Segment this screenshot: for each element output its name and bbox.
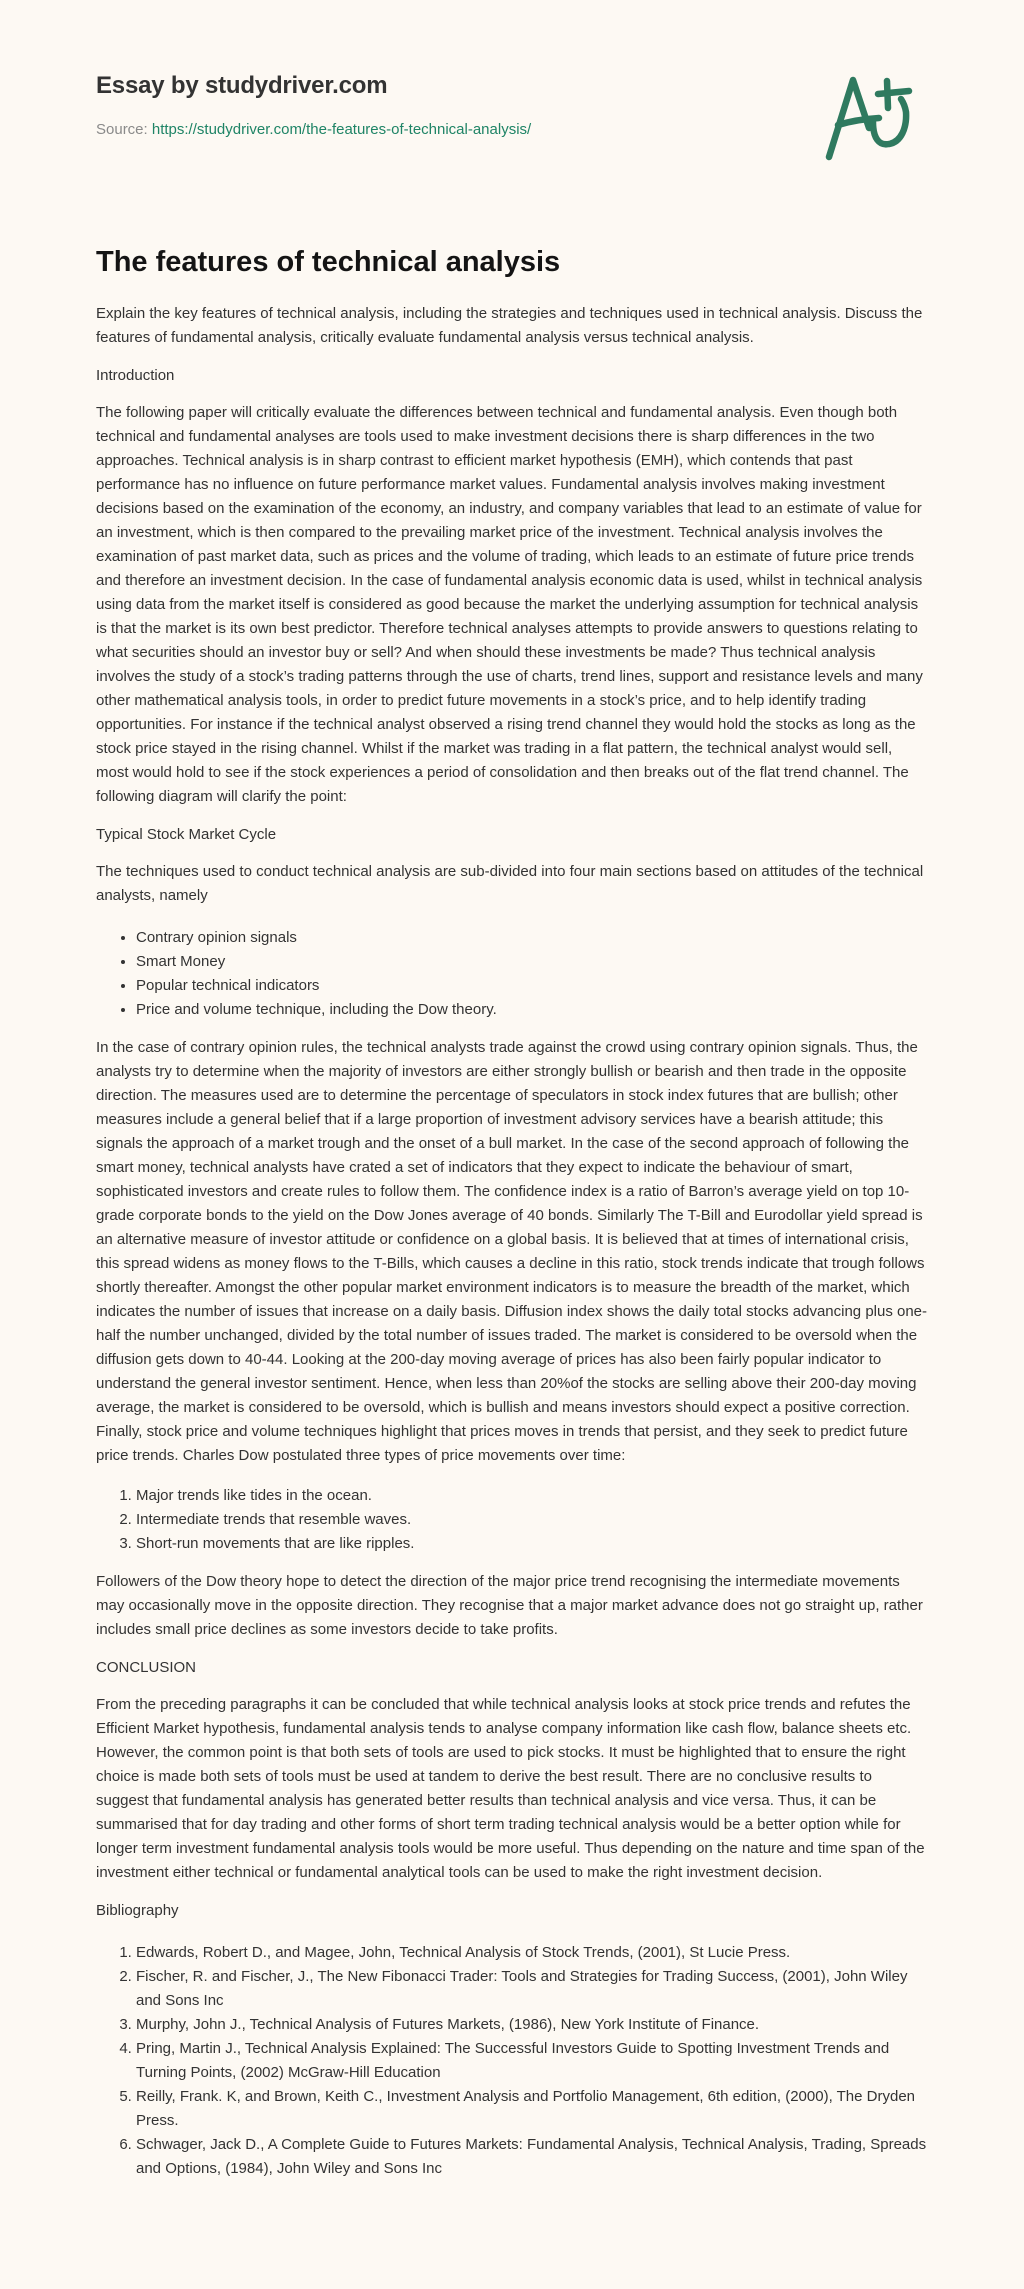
essay-title: The features of technical analysis <box>96 246 561 278</box>
list-item: 2. Intermediate trends that resemble waves. <box>136 1508 928 1532</box>
dow-followers-paragraph: Followers of the Dow theory hope to detect the direction of the major price trend recognising the intermediate movements may occasionally move in the opposite direction. They recognise that a major market advance does not go straight up, rather includes small price declines as some investors decide to take profits. <box>96 1573 923 1638</box>
source-link[interactable]: https://studydriver.com/the-features-of-technical-analysis/ <box>151 121 532 138</box>
bibliography-item: 1. Edwards, Robert D., and Magee, John, Technical Analysis of Stock Trends, (2001), St Lucie Press. <box>136 1941 928 1965</box>
introduction-heading: Introduction <box>96 367 175 384</box>
list-item: • Popular technical indicators <box>136 974 928 998</box>
dow-movements-list <box>96 1484 928 1556</box>
list-item: • Contrary opinion signals <box>136 926 928 950</box>
stock-market-cycle-heading: Typical Stock Market Cycle <box>96 826 277 843</box>
conclusion-heading: CONCLUSION <box>96 1659 197 1676</box>
introduction-paragraph: The following paper will critically evaluate the differences between technical and fundamental analysis. Even though both technical and fundamental analyses are tools used to make investment decisions there is sharp differences in the two approaches. Technical analysis is in sharp contrast to efficient market hypothesis (EMH), which contends that past performance has no influence on future performance market values. Fundamental analysis involves making investment decisions based on the examination of the economy, an industry, and company variables that lead to an estimate of value for an investment, which is then compared to the prevailing market price of the investment. Technical analysis involves the examination of past market data, such as prices and the volume of trading, which leads to an estimate of future price trends and therefore an investment decision. In the case of fundamental analysis economic data is used, whilst in technical analysis using data from the market itself is considered as good because the market the underlying assumption for technical analysis is that the market is its own best predictor. Therefore technical analyses attempts to provide answers to questions relating to what securities should an investor buy or sell? And when should these investments be made? Thus technical analysis involves the study of a stock’s trading patterns through the use of charts, trend lines, support and resistance levels and many other mathematical analysis tools, in order to predict future movements in a stock’s price, and to help identify trading opportunities. For instance if the technical analyst observed a rising trend channel they would hold the stocks as long as the stock price stayed in the rising channel. Whilst if the market was trading in a flat pattern, the technical analyst would sell, most would hold to see if the stock experiences a period of consolidation and then breaks out of the flat trend channel. The following diagram will clarify the point: <box>96 404 923 805</box>
body-paragraph: In the case of contrary opinion rules, the technical analysts trade against the crowd using contrary opinion signals. Thus, the analysts try to determine when the majority of investors are either strongly bullish or bearish and then trade in the opposite direction. The measures used are to determine the percentage of speculators in stock index futures that are bullish; other measures include a general belief that if a large proportion of investment advisory services have a bearish attitude; this signals the approach of a market trough and the onset of a bull market. In the case of the second approach of following the smart money, technical analysts have crated a set of indicators that they expect to indicate the behaviour of smart, sophisticated investors and create rules to follow them. The confidence index is a ratio of Barron’s average yield on top 10-grade corporate bonds to the yield on the Dow Jones average of 40 bonds. Similarly The T-Bill and Eurodollar yield spread is an alternative measure of investor attitude or confidence on a global basis. It is believed that at times of international crisis, this spread widens as money flows to the T-Bills, which causes a decline in this ratio, stock trends indicate that trough follows shortly thereafter. Amongst the other popular market environment indicators is to measure the breadth of the market, which indicates the number of issues that increase on a daily basis. Diffusion index shows the daily total stocks advancing plus one-half the number unchanged, divided by the total number of issues traded. The market is considered to be oversold when the diffusion gets down to 40-44. Looking at the 200-day moving average of prices has also been fairly popular indicator to understand the general investor sentiment. Hence, when less than 20%of the stocks are selling above their 200-day moving average, the market is considered to be oversold, which is bullish and means investors should expect a positive correction. Finally, stock price and volume techniques highlight that prices moves in trends that persist, and they seek to predict future price trends. Charles Dow postulated three types of price movements over time: <box>96 1039 928 1464</box>
techniques-list <box>96 926 928 1022</box>
essay-prompt: Explain the key features of technical analysis, including the strategies and techniques used in technical analysis. Discuss the features of fundamental analysis, critically evaluate fundamental analysis versus technical analysis. <box>96 305 923 346</box>
techniques-intro-paragraph: The techniques used to conduct technical analysis are sub-divided into four main sections based on attitudes of the technical analysts, namely <box>96 863 924 904</box>
list-item: 3. Short-run movements that are like ripples. <box>136 1532 928 1556</box>
source-line <box>96 121 531 138</box>
site-title: Essay by studydriver.com <box>96 72 388 99</box>
list-item: • Price and volume technique, including the Dow theory. <box>136 998 928 1022</box>
list-item: 1. Major trends like tides in the ocean. <box>136 1484 928 1508</box>
conclusion-paragraph: From the preceding paragraphs it can be concluded that while technical analysis looks at stock price trends and refutes the Efficient Market hypothesis, fundamental analysis tends to analyse company information like cash flow, balance sheets etc. However, the common point is that both sets of tools are used to pick stocks. It must be highlighted that to ensure the right choice is made both sets of tools must be used at tandem to derive the best result. There are no conclusive results to suggest that fundamental analysis has generated better results than technical analysis and vice versa. Thus, it can be summarised that for day trading and other forms of short term trading technical analysis would be a better option while for longer term investment fundamental analysis tools would be more useful. Thus depending on the nature and time span of the investment either technical or fundamental analytical tools can be used to make the right investment decision. <box>96 1696 925 1881</box>
bibliography-item: 3. Murphy, John J., Technical Analysis of Futures Markets, (1986), New York Institute of Finance. <box>136 2013 928 2037</box>
bibliography-item: 5. Reilly, Frank. K, and Brown, Keith C., Investment Analysis and Portfolio Management, 6th edition, (2000), The Dryden Press. <box>136 2085 928 2133</box>
bibliography-heading: Bibliography <box>96 1902 179 1919</box>
bibliography-item: 4. Pring, Martin J., Technical Analysis Explained: The Successful Investors Guide to Spotting Investment Trends and Turning Points, (2002) McGraw-Hill Education <box>136 2037 928 2085</box>
a-plus-grade-icon <box>823 64 933 174</box>
bibliography-item: 6. Schwager, Jack D., A Complete Guide to Futures Markets: Fundamental Analysis, Technical Analysis, Trading, Spreads and Options, (1984), John Wiley and Sons Inc <box>136 2133 928 2181</box>
list-item: • Smart Money <box>136 950 928 974</box>
bibliography-list <box>96 1941 928 2181</box>
bibliography-item: 2. Fischer, R. and Fischer, J., The New Fibonacci Trader: Tools and Strategies for Trading Success, (2001), John Wiley and Sons Inc <box>136 1965 928 2013</box>
source-label: Source: <box>96 121 152 138</box>
page-header <box>96 0 928 245</box>
essay-content <box>96 245 928 2181</box>
